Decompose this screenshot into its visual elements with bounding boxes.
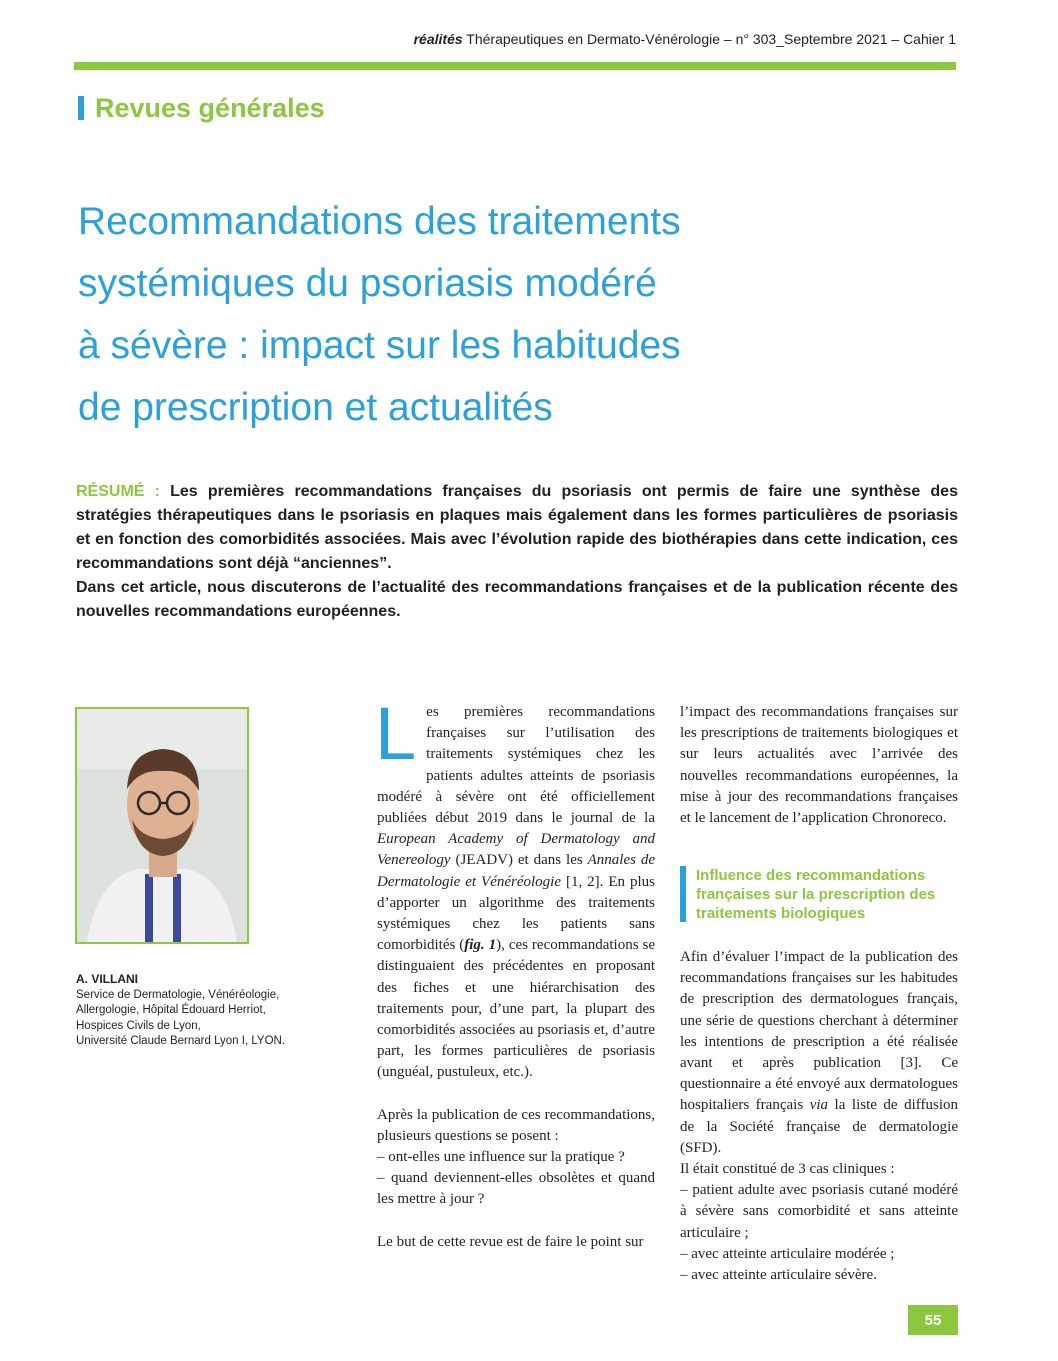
journal-name: réalités [413, 31, 463, 47]
body-column-1 [375, 692, 655, 1253]
abstract [76, 480, 958, 624]
body-paragraph [375, 692, 655, 1084]
body-line: – avec atteinte articulaire sévère. [680, 1267, 877, 1284]
body-text: Afin d’évaluer l’impact de la publication des recommandations françaises sur les habitudes de prescription des dermatologues français, une série de questions cherchant à déterminer les intentions de prescription a été réalisée avant et après publication [3]. Ce questionnaire a été envoyé aux dermatologues hospitaliers français [680, 949, 958, 1114]
running-header [414, 31, 956, 47]
body-text: (JEADV) et dans les [450, 852, 588, 869]
body-line: – avec atteinte articulaire modérée ; [680, 1245, 895, 1262]
affiliation-line: Service de Dermatologie, Vénéréologie, [76, 988, 280, 1001]
body-column-2 [680, 702, 958, 832]
subheading-text: Influence des recommandations françaises sur la prescription des traitements biologiques [696, 867, 936, 922]
body-paragraph-4 [680, 947, 958, 1159]
article-title [78, 191, 958, 439]
body-paragraph-3: Le but de cette revue est de faire le point sur [377, 1233, 644, 1250]
body-text: ), ces recommandations se distinguaient des précédentes en proposant des fiches et une hiérarchisation des traitements pour, d’une part, la plupart des comorbidités associées au psoriasis et, d’autre part, les formes particulières de psoriasis (unguéal, pustuleux, etc.). [377, 937, 655, 1081]
body-text: es premières recommandations françaises sur l’utilisation des traitements systémiques chez les patients adultes atteints de psoriasis modéré à sévère ont été officiellement publiées début 2019 dans le journal de la [377, 704, 655, 827]
author-block [76, 972, 336, 1050]
author-portrait-image [77, 709, 247, 942]
body-column-2-lower [680, 947, 958, 1286]
journal-ref: European Academy of Dermatology and Venereology [377, 831, 655, 869]
section-bar [78, 96, 84, 120]
body-line: Il était constitué de 3 cas cliniques : [680, 1161, 895, 1178]
via-italic: via [809, 1097, 829, 1114]
title-line: Recommandations des traitements [78, 200, 681, 243]
page-number: 55 [908, 1305, 958, 1335]
title-line: à sévère : impact sur les habitudes [78, 324, 681, 367]
figure-ref: fig. 1 [464, 937, 497, 954]
header-rule [74, 62, 956, 70]
abstract-paragraph-2: Dans cet article, nous discuterons de l’actualité des recommandations françaises et de la publication récente des nouvelles recommandations européennes. [76, 579, 958, 620]
issue-info: Thérapeutiques en Dermato-Vénérologie – n° 303_Septembre 2021 – Cahier 1 [466, 31, 956, 47]
body-text: [1, 2]. En plus d’apporter un algorithme des traitements systémiques chez les patients sans comorbidités ( [377, 873, 655, 954]
subheading [680, 866, 960, 923]
affiliation-line: Allergologie, Hôpital Édouard Herriot, [76, 1004, 266, 1016]
affiliation-line: Université Claude Bernard Lyon I, LYON. [76, 1035, 286, 1047]
body-line: – quand deviennent-elles obsolètes et quand les mettre à jour ? [377, 1170, 655, 1208]
body-line: – patient adulte avec psoriasis cutané modéré à sévère sans comorbidité et sans atteinte articulaire ; [680, 1182, 958, 1241]
body-text: la liste de diffusion de la Société française de dermatologie (SFD). [680, 1097, 959, 1156]
abstract-text: Les premières recommandations françaises du psoriasis ont permis de faire une synthèse des stratégies thérapeutiques dans le psoriasis en plaques mais également dans les formes particulières de psoriasis et en fonction des comorbidités associées. Mais avec l’évolution rapide des biothérapies dans cette indication, ces recommandations sont déjà “anciennes”. [76, 483, 958, 572]
section-title: Revues générales [95, 92, 325, 123]
journal-ref: Annales de Dermatologie et Vénéréologie [377, 852, 655, 890]
title-line: systémiques du psoriasis modéré [78, 262, 657, 305]
section-label [78, 90, 325, 126]
author-name: A. VILLANI [76, 972, 138, 986]
author-photo [75, 707, 249, 944]
body-line: – ont-elles une influence sur la pratique ? [377, 1149, 625, 1166]
drop-cap: L [375, 692, 417, 775]
abstract-label: RÉSUMÉ : [76, 483, 160, 500]
body-line: Après la publication de ces recommandations, plusieurs questions se posent : [377, 1106, 655, 1144]
body-paragraph-3-continued: l’impact des recommandations françaises sur les prescriptions de traitements biologiques et sur leurs actualités avec l’arrivée des nouvelles recommandations européennes, la mise à jour des recommandations françaises et le lancement de l’application Chronoreco. [680, 704, 958, 827]
subheading-bar [680, 866, 686, 922]
affiliation-line: Hospices Civils de Lyon, [76, 1019, 201, 1032]
title-line: de prescription et actualités [78, 386, 553, 429]
abstract-paragraph [76, 480, 958, 576]
